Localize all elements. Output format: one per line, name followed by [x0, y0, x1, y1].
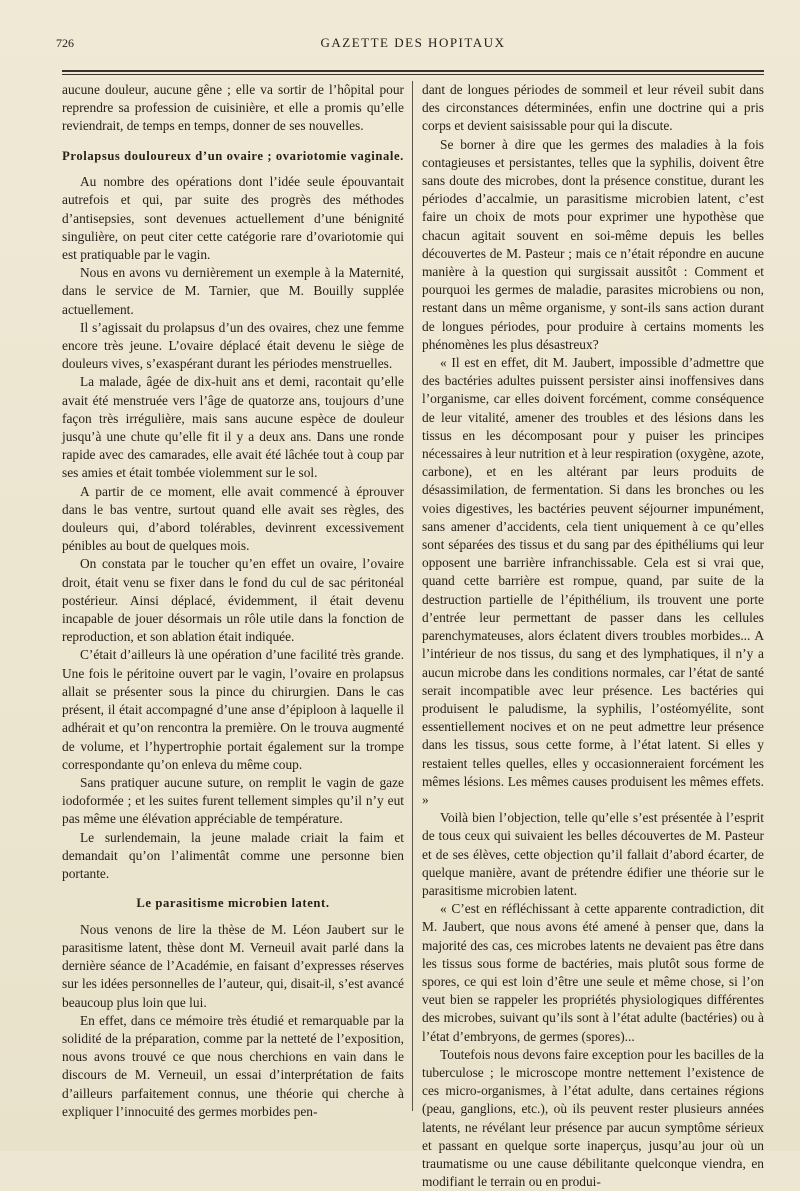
- paragraph: Sans pratiquer aucune suture, on remplit le vagin de gaze iodoformée ; et les suites furent tellement simples qu’il n’y eut pas même une élévation appréciable de température.: [62, 774, 404, 827]
- section-title: Prolapsus douloureux d’un ovaire ; ovariotomie vaginale.: [62, 148, 404, 163]
- page-number: 726: [56, 36, 74, 50]
- paragraph: En effet, dans ce mémoire très étudié et remarquable par la solidité de la préparation, comme par la netteté de l’exposition, nous avons trouvé ce que nous cherchions en vain dans le discours de M. Verneuil, un essai d’interprétation de faits d’ailleurs parfaitement connus, une théorie qui cherche à expliquer l’innocuité des germes morbides pen-: [62, 1012, 404, 1119]
- running-head: [56, 34, 764, 54]
- paragraph: « Il est en effet, dit M. Jaubert, impossible d’admettre que des bactéries adultes puissent persister ainsi inoffensives dans l’organisme, car elles doivent forcément, comme conséquence de leur vitalité, amener des troubles et des lésions dans les tissus en les décomposant pour y puiser les principes nécessaires à leur nutrition et à leur respiration (oxygène, azote, carbone), et en les altérant par leurs produits de désassimilation, de fermentation. Si dans les bronches ou les voies digestives, les bactéries peuvent séjourner impunément, sans amener d’accidents, cela tient uniquement à ce qu’elles sont séparées des tissus et du sang par des épithéliums qui leur opposent une barrière infranchissable. Cela est si vrai que, quand cette barrière est rompue, quand, par suite de la destruction partielle de l’épithélium, ils trouvent une porte d’entrée leur permettant de passer dans les cellules parenchymateuses, alors éclatent divers troubles morbides... A l’intérieur de nos tissus, du sang et des lymphatiques, il n’y a aucun microbe dans les conditions normales, car l’état de santé serait incompatible avec leur présence. Les bactéries qui produisent le paludisme, la syphilis, l’ostéomyélite, sont essentiellement nocives et on ne peut admettre leur présence dans les tissus, sous cette forme, à l’état latent. Si elles y restaient telles quelles, elles y occasionneraient forcément les mêmes lésions. Les mêmes causes produisent les mêmes effets. »: [422, 355, 764, 807]
- left-column: [62, 81, 404, 1191]
- paragraph: Se borner à dire que les germes des maladies à la fois contagieuses et persistantes, telles que la syphilis, doivent être sans doute des microbes, dont la présence constitue, durant les périodes d’accalmie, un parasitisme microbien latent, c’est faire un choix de mots pour exprimer une hypothèse que chacun agitait souvent en soi-même depuis les belles découvertes de M. Pasteur ; mais ce n’était répondre en aucune manière à la question qui surgissait aussitôt : Comment et pourquoi les germes de maladie, parasites microbiens ou non, restant dans un même organisme, y sont-ils sans action durant de longues périodes, pour produire à certains moments les phénomènes les plus désastreux?: [422, 136, 764, 352]
- paragraph: aucune douleur, aucune gêne ; elle va sortir de l’hôpital pour reprendre sa profession de cuisinière, et elle a promis qu’elle reviendrait, de temps en temps, donner de ses nouvelles.: [62, 82, 404, 134]
- paragraph: Toutefois nous devons faire exception pour les bacilles de la tuberculose ; le microscope montre nettement l’existence de ces micro-organismes, à l’état adulte, dans certaines régions (peau, ganglions, etc.), où ils peuvent rester plusieurs années latents, ne révélant leur présence par aucun symptôme sérieux et passant en quelque sorte inaperçus, jusqu’au jour où un traumatisme ou une cause débilitante quelconque viendra, en modifiant le terrain ou en produi-: [422, 1046, 764, 1190]
- paragraph: dant de longues périodes de sommeil et leur réveil subit dans des circonstances déterminées, enfin une doctrine qui a pris corps et devient saisissable pour qui la discute.: [422, 82, 764, 134]
- paragraph: On constata par le toucher qu’en effet un ovaire, l’ovaire droit, était venu se fixer dans le fond du cul de sac péritonéal postérieur. Ainsi déplacé, évidemment, il était devenu incapable de jouer désormais un rôle utile dans la fonction de reproduction, et son ablation était indiquée.: [62, 556, 404, 645]
- paragraph: Il s’agissait du prolapsus d’un des ovaires, chez une femme encore très jeune. L’ovaire déplacé était devenu le siège de douleurs vives, s’exaspérant durant les périodes menstruelles.: [62, 319, 404, 372]
- article-columns: [62, 81, 764, 1191]
- header-rule: [62, 70, 764, 72]
- paragraph: C’était d’ailleurs là une opération d’une facilité très grande. Une fois le péritoine ouvert par le vagin, l’ovaire en prolapsus allait se présenter sous la pince du chirurgien. Dans le cas présent, il était accompagné d’une anse d’épiploon à laquelle il adhérait et qu’on rencontra la première. On le trouva augmenté de volume, et l’hypertrophie portait également sur la trompe correspondante qu’on enleva du même coup.: [62, 647, 404, 772]
- section-title: Le parasitisme microbien latent.: [136, 896, 330, 911]
- paragraph: A partir de ce moment, elle avait commencé à éprouver dans le bas ventre, surtout quand elle avait ses règles, des douleurs qui, d’abord tolérables, devinrent excessivement pénibles au bout de quelques mois.: [62, 483, 404, 554]
- paragraph: Voilà bien l’objection, telle qu’elle s’est présentée à l’esprit de tous ceux qui suivaient les belles découvertes de M. Pasteur et de ses élèves, cette objection qu’il fallait d’abord écarter, de quelque manière, avant de prétendre édifier une théorie sur le parasitisme microbien latent.: [422, 810, 764, 898]
- column-divider: [412, 81, 413, 1111]
- paragraph: Au nombre des opérations dont l’idée seule épouvantait autrefois et qui, par suite des progrès des méthodes d’antisepsies, sont devenues actuellement d’une bénignité singulière, on peut citer cette catégorie rare d’ovariotomie qui est pratiquable par le vagin.: [62, 174, 404, 263]
- paragraph: Nous venons de lire la thèse de M. Léon Jaubert sur le parasitisme latent, thèse dont M. Verneuil avait parlé dans la dernière séance de l’Académie, en faisant d’expresses réserves sur les idées personnelles de l’auteur, qui, disait-il, s’est avancé beaucoup plus loin que lui.: [62, 921, 404, 1010]
- journal-title: GAZETTE DES HOPITAUX: [320, 35, 506, 50]
- paragraph: « C’est en réfléchissant à cette apparente contradiction, dit M. Jaubert, que nous avons été amené à penser que, dans la majorité des cas, ces microbes latents ne devaient pas être dans les tissus sous forme de bactéries, mais plutôt sous forme de spores, ce qui est loin d’être une seule et même chose, si l’on veut bien se rappeler les propriétés physiologiques différentes des microbes, suivant qu’ils sont à l’état adulte (bactéries) ou à l’état d’embryons, de germes (spores)...: [422, 901, 764, 1044]
- header-rule-thin: [62, 74, 764, 75]
- paragraph: Nous en avons vu dernièrement un exemple à la Maternité, dans le service de M. Tarnier, que M. Bouilly supplée actuellement.: [62, 265, 404, 317]
- paragraph: La malade, âgée de dix-huit ans et demi, racontait qu’elle avait été menstruée vers l’âge de quatorze ans, toujours d’une façon très irrégulière, mais sans aucune espèce de douleur jusqu’à une chute qu’elle fit il y a deux ans. Dans une ronde rapide avec des camarades, elle avait été lâchée tout à coup par ses amies et était tombée violemment sur le sol.: [62, 374, 404, 481]
- right-column: [422, 81, 764, 1191]
- paragraph: Le surlendemain, la jeune malade criait la faim et demandait qu’on l’alimentât comme une personne bien portante.: [62, 829, 404, 881]
